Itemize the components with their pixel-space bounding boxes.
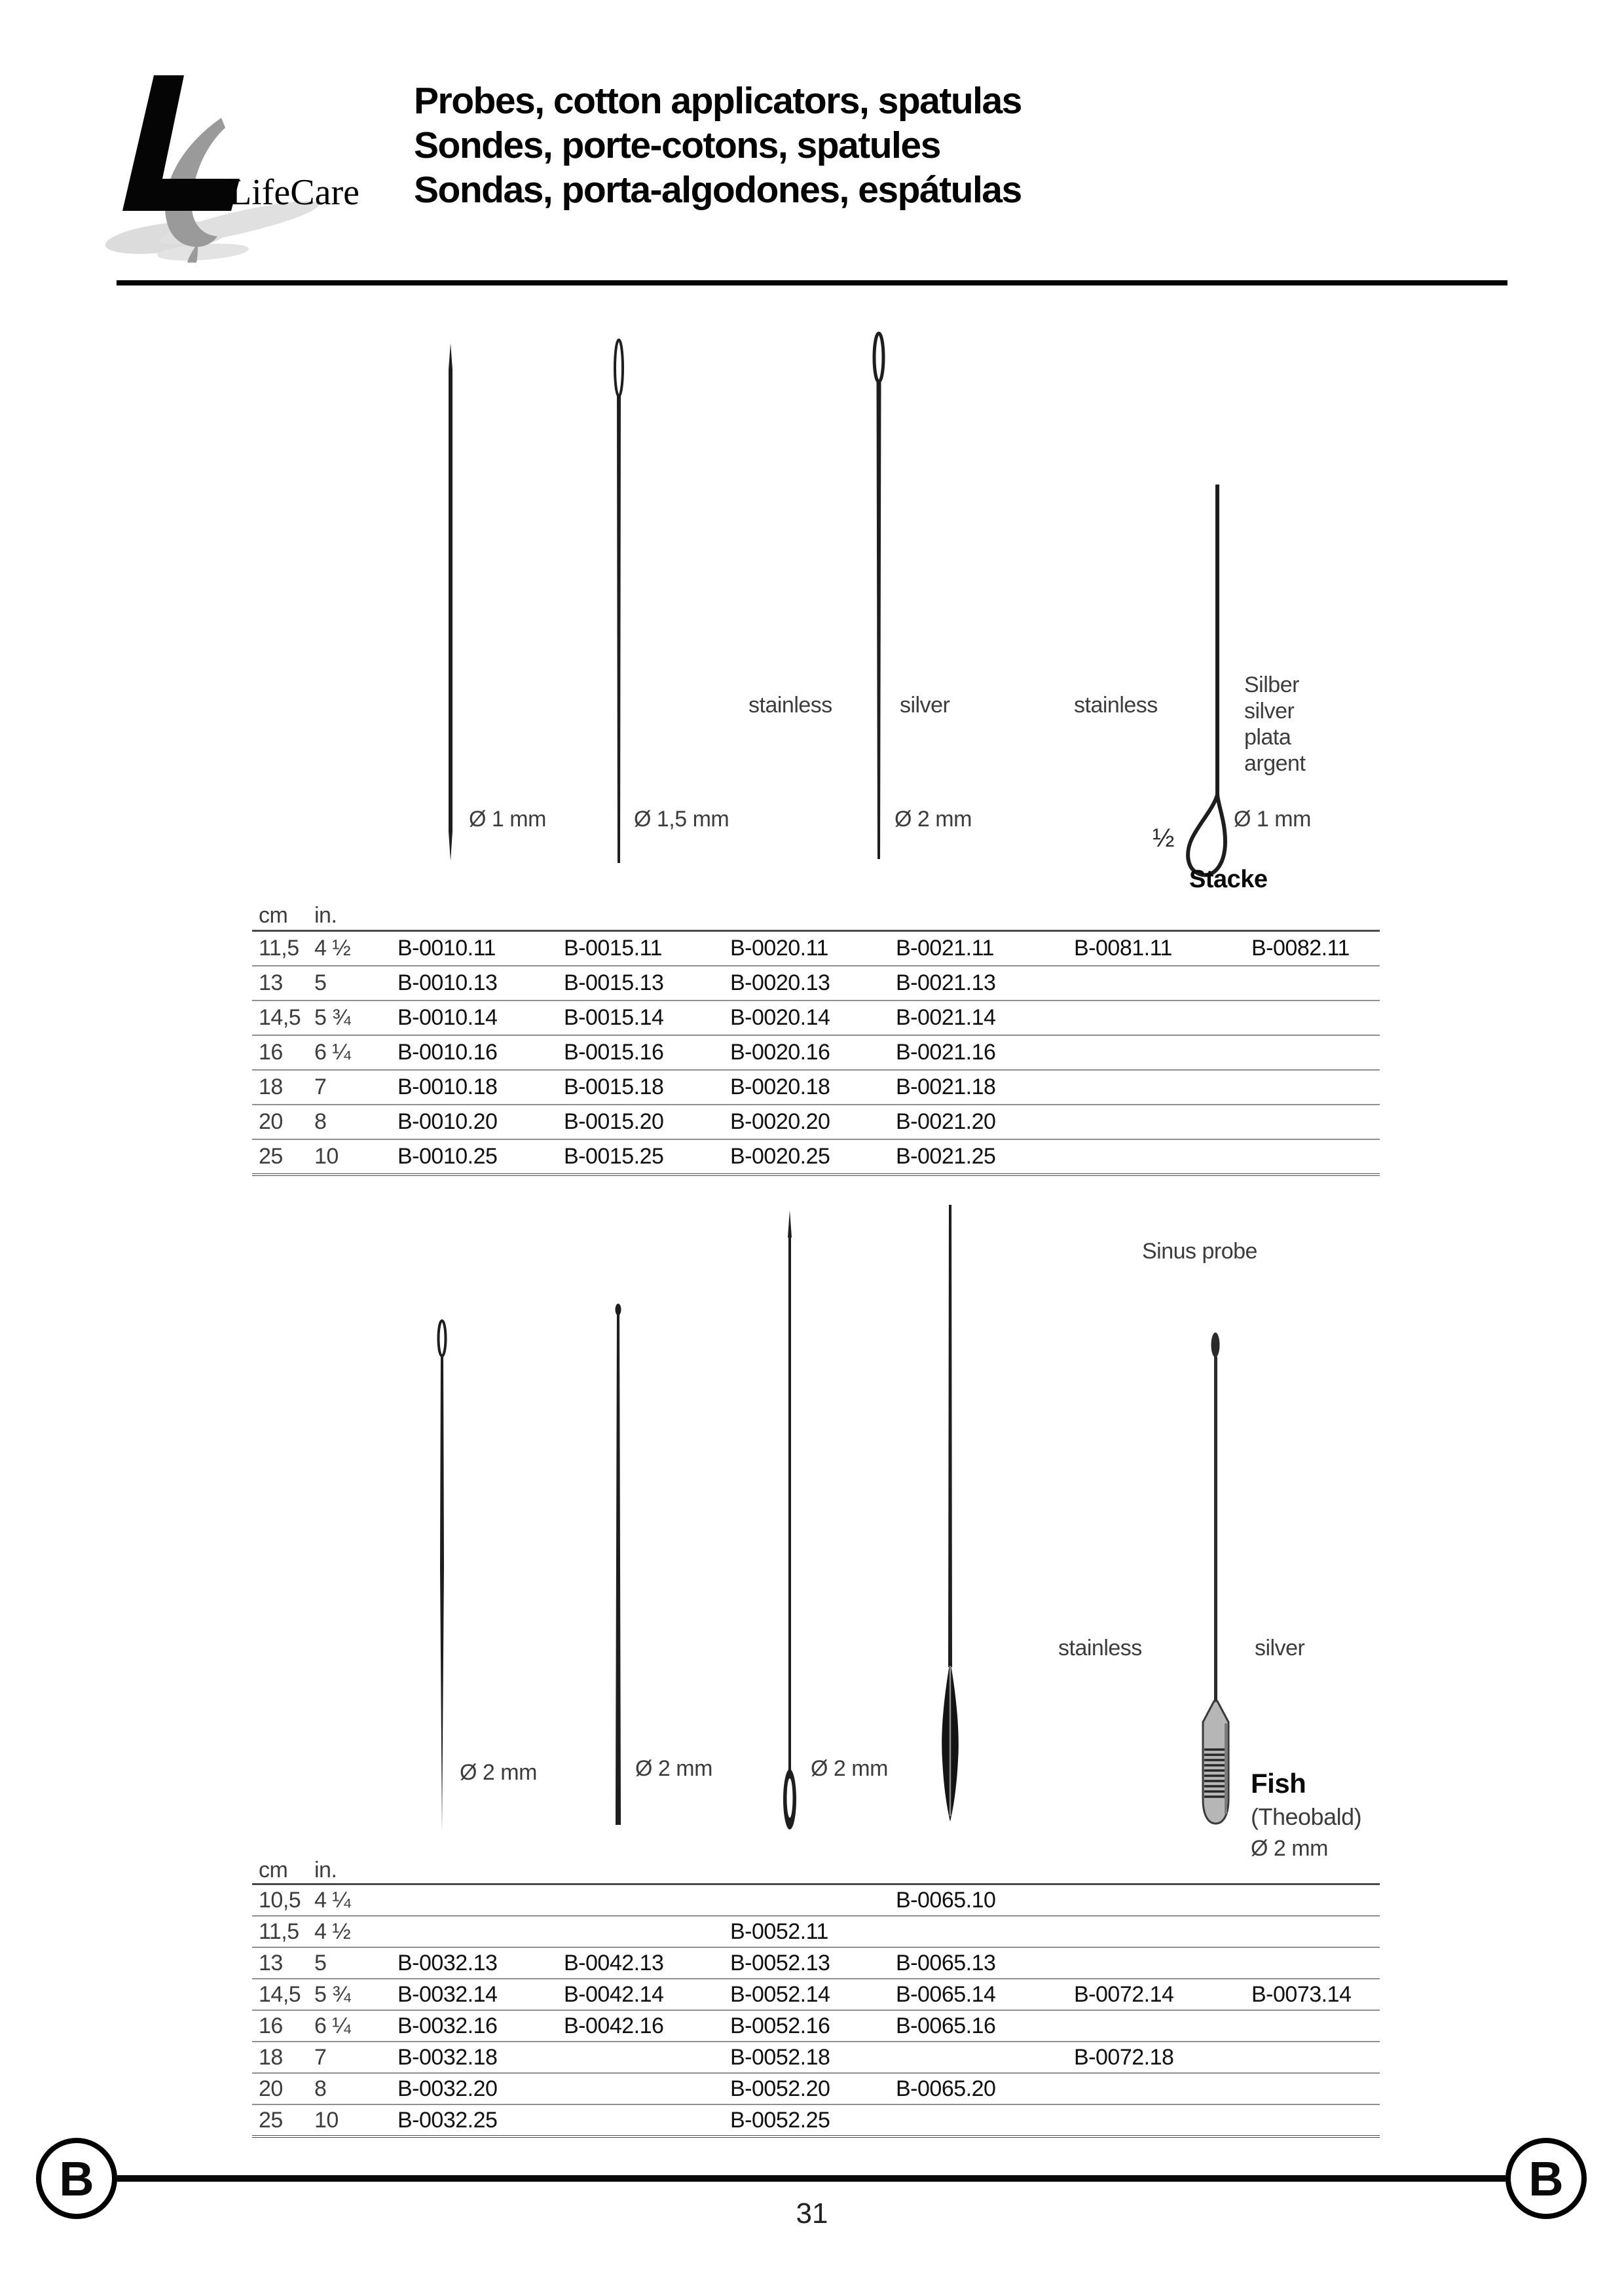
table-row: 25 10 B-0010.25 B-0015.25 B-0020.25 B-0021.25 [252, 1139, 1380, 1173]
table-header-row [252, 1857, 1380, 1883]
half-fraction-label: ½ [1153, 824, 1174, 853]
col-header-cm: cm [259, 1857, 288, 1882]
col-header-in: in. [314, 902, 337, 928]
catalog-table-1 [252, 901, 1380, 1176]
diameter-label: Ø 2 mm [635, 1756, 712, 1781]
brand-name: LifeCare [229, 172, 360, 213]
material-label-multilingual: Silber silver plata argent [1244, 672, 1306, 776]
col-header-cm: cm [259, 902, 288, 928]
probe-1-5mm-illustration [613, 338, 625, 865]
table-header-row [252, 901, 1380, 930]
table-row: 16 6 ¼ B-0032.16 B-0042.16 B-0052.16 B-0065.16 [252, 2010, 1380, 2041]
material-label-stainless: stainless [1058, 1636, 1142, 1661]
catalog-table-2 [252, 1857, 1380, 2138]
instrument-eponym-theobald: (Theobald) [1251, 1803, 1362, 1830]
taper-probe-illustration [436, 1319, 448, 1833]
material-label-stainless: stainless [1074, 693, 1158, 718]
flat-end-probe-illustration [613, 1303, 623, 1827]
instrument-name-stacke: Stacke [1189, 866, 1268, 893]
table-bottom-rule [252, 2135, 1380, 2138]
table-row: 13 5 B-0032.13 B-0042.13 B-0052.13 B-0065.13 [252, 1947, 1380, 1978]
diameter-label: Ø 2 mm [1251, 1836, 1328, 1861]
olive-tip-probe-illustration [938, 1202, 963, 1826]
col-header-in: in. [314, 1857, 337, 1882]
fish-sinus-probe-illustration [1197, 1331, 1235, 1829]
table-row: 20 8 B-0032.20 B-0052.20 B-0065.20 [252, 2072, 1380, 2104]
table-row: 11,5 4 ½ B-0010.11 B-0015.11 B-0020.11 B-0021.11 B-0081.11 B-0082.11 [252, 930, 1380, 965]
logo-l-letter-icon [122, 75, 240, 211]
table-row: 13 5 B-0010.13 B-0015.13 B-0020.13 B-0021.13 [252, 965, 1380, 1000]
material-label-silver: silver [1255, 1636, 1305, 1661]
table-row: 16 6 ¼ B-0010.16 B-0015.16 B-0020.16 B-0021.16 [252, 1035, 1380, 1069]
material-label-stainless: stainless [748, 693, 832, 718]
diameter-label: Ø 2 mm [895, 807, 972, 832]
diameter-label: Ø 1 mm [469, 807, 546, 832]
probe-1mm-illustration [445, 342, 456, 862]
footer-rule [117, 2175, 1505, 2182]
diameter-label: Ø 2 mm [811, 1756, 888, 1781]
table-row: 18 7 B-0010.18 B-0015.18 B-0020.18 B-0021.18 [252, 1069, 1380, 1104]
section-tab-label: B [1528, 2151, 1564, 2206]
table-row: 18 7 B-0032.18 B-0052.18 B-0072.18 [252, 2041, 1380, 2072]
header-rule [117, 280, 1507, 285]
table-row: 14,5 5 ¾ B-0010.14 B-0015.14 B-0020.14 B-0021.14 [252, 1000, 1380, 1035]
table-row: 11,5 4 ½ B-0052.11 [252, 1915, 1380, 1947]
table-row: 25 10 B-0032.25 B-0052.25 [252, 2104, 1380, 2135]
title-line-en: Probes, cotton applicators, spatulas [414, 80, 1022, 122]
table-row: 14,5 5 ¾ B-0032.14 B-0042.14 B-0052.14 B-0065.14 B-0072.14 B-0073.14 [252, 1978, 1380, 2010]
page-title [414, 79, 1022, 212]
title-line-fr: Sondes, porte-cotons, spatules [414, 124, 940, 166]
probe-2mm-illustration [872, 331, 885, 862]
page-number: 31 [796, 2197, 828, 2230]
lifecare-logo [98, 56, 380, 272]
diameter-label: Ø 1,5 mm [634, 807, 729, 832]
instrument-name-fish: Fish [1251, 1768, 1306, 1799]
title-line-es: Sondas, porta-algodones, espátulas [414, 169, 1022, 211]
diameter-label: Ø 1 mm [1234, 807, 1311, 832]
table-row: 20 8 B-0010.20 B-0015.20 B-0020.20 B-0021.20 [252, 1104, 1380, 1139]
table-row: 10,5 4 ¼ B-0065.10 [252, 1883, 1380, 1915]
material-label-silver: silver [900, 693, 950, 718]
diameter-label: Ø 2 mm [460, 1760, 537, 1785]
instrument-name-sinus-probe: Sinus probe [1142, 1239, 1257, 1264]
section-tab-label: B [59, 2151, 94, 2206]
eyed-probe-illustration [782, 1209, 798, 1839]
table-bottom-rule [252, 1173, 1380, 1176]
